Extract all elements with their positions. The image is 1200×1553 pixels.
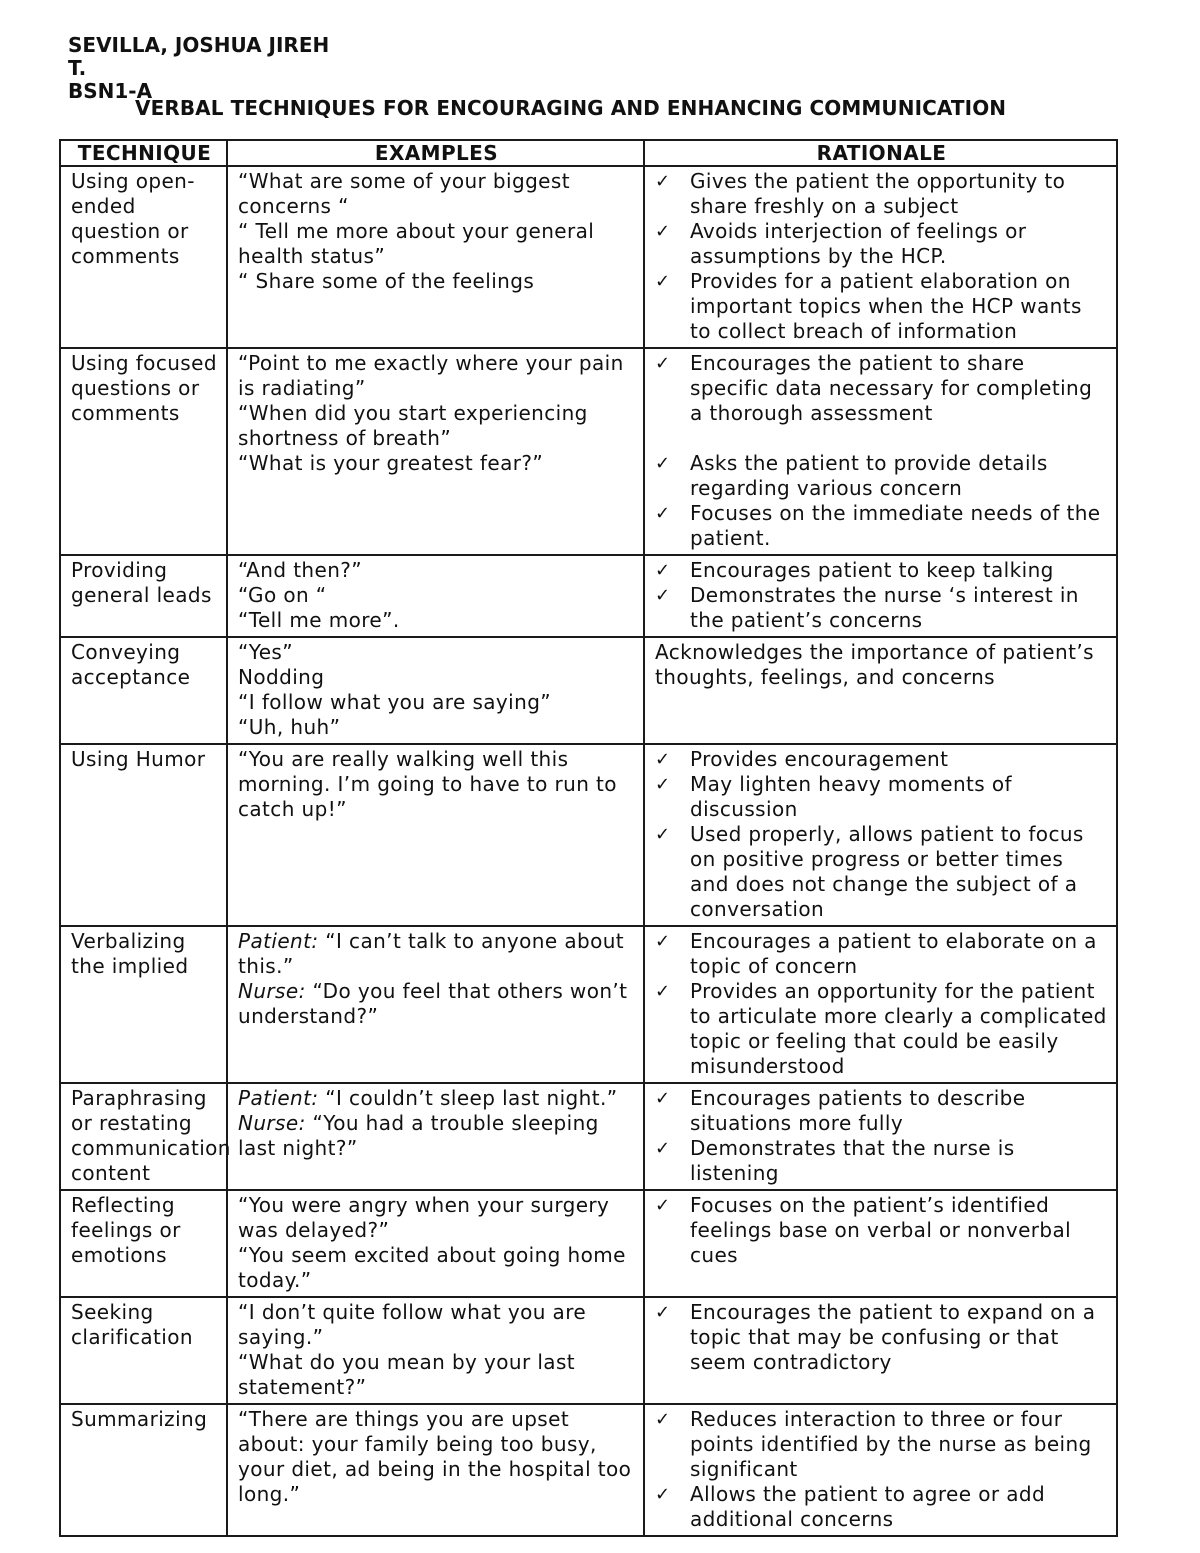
examples-cell: [227, 637, 644, 744]
rationale-cell: [644, 1404, 1117, 1536]
rationale-list: [655, 558, 1108, 633]
rationale-cell: [644, 1190, 1117, 1297]
technique-cell: Summarizing: [60, 1404, 227, 1536]
table-row: [60, 1190, 1117, 1297]
example-line: [238, 1111, 635, 1161]
example-line: [238, 690, 635, 715]
rationale-list: [655, 1407, 1108, 1532]
rationale-item: [655, 1407, 1108, 1482]
technique-cell: Conveying acceptance: [60, 637, 227, 744]
rationale-text: Encourages the patient to expand on a topic that may be confusing or that seem contradictory: [690, 1300, 1096, 1374]
speaker-label: Nurse:: [238, 979, 306, 1003]
checkmark-icon: ✓: [655, 981, 671, 1002]
rationale-text: Allows the patient to agree or add additional concerns: [690, 1482, 1046, 1531]
example-line: [238, 401, 635, 451]
checkmark-icon: ✓: [655, 171, 671, 192]
example-line: [238, 451, 635, 476]
table-row: [60, 166, 1117, 348]
example-text: “I follow what you are saying”: [238, 690, 552, 714]
example-line: [238, 608, 635, 633]
examples-cell: [227, 166, 644, 348]
rationale-text: Reduces interaction to three or four points identified by the nurse as being significant: [690, 1407, 1092, 1481]
example-text: “Yes”: [238, 640, 294, 664]
rationale-list: [655, 351, 1108, 551]
technique-cell: Seeking clarification: [60, 1297, 227, 1404]
rationale-text: Asks the patient to provide details regarding various concern: [690, 451, 1048, 500]
checkmark-icon: ✓: [655, 453, 671, 474]
rationale-text: Avoids interjection of feelings or assumptions by the HCP.: [690, 219, 1027, 268]
checkmark-icon: ✓: [655, 931, 671, 952]
table-row: [60, 1297, 1117, 1404]
checkmark-icon: ✓: [655, 1138, 671, 1159]
example-line: [238, 1193, 635, 1243]
example-line: [238, 169, 635, 219]
checkmark-icon: ✓: [655, 1302, 671, 1323]
checkmark-icon: ✓: [655, 221, 671, 242]
technique-cell: Using focused questions or comments: [60, 348, 227, 555]
rationale-item: [655, 822, 1108, 922]
rationale-cell: [644, 926, 1117, 1083]
example-line: [238, 1086, 635, 1111]
rationale-text: May lighten heavy moments of discussion: [690, 772, 1012, 821]
example-line: [238, 979, 635, 1029]
example-text: “And then?”: [238, 558, 363, 582]
example-line: [238, 1243, 635, 1293]
example-text: “There are things you are upset about: your family being too busy, your diet, ad being in the hospital too long.”: [238, 1407, 632, 1506]
example-text: “Point to me exactly where your pain is radiating”: [238, 351, 624, 400]
examples-cell: [227, 744, 644, 926]
checkmark-icon: ✓: [655, 749, 671, 770]
rationale-item: [655, 558, 1108, 583]
rationale-text: Acknowledges the importance of patient’s thoughts, feelings, and concerns: [655, 640, 1094, 689]
checkmark-icon: ✓: [655, 1409, 671, 1430]
student-name-initial: T.: [68, 56, 87, 80]
rationale-list: [655, 169, 1108, 344]
examples-cell: [227, 555, 644, 637]
student-section: BSN1-A: [68, 79, 153, 103]
rationale-item: [655, 929, 1108, 979]
rationale-text: Provides an opportunity for the patient to articulate more clearly a complicated topic or feeling that could be easily misunderstood: [690, 979, 1107, 1078]
student-name: SEVILLA, JOSHUA JIREH: [68, 33, 330, 57]
examples-cell: [227, 1404, 644, 1536]
example-line: [238, 640, 635, 665]
example-line: [238, 747, 635, 822]
rationale-item: [655, 169, 1108, 219]
technique-cell: Using open-ended question or comments: [60, 166, 227, 348]
technique-cell: Providing general leads: [60, 555, 227, 637]
speaker-label: Patient:: [238, 929, 319, 953]
example-text: Nodding: [238, 665, 325, 689]
technique-cell: Reflecting feelings or emotions: [60, 1190, 227, 1297]
example-line: [238, 665, 635, 690]
checkmark-icon: ✓: [655, 353, 671, 374]
rationale-text: Provides encouragement: [690, 747, 949, 771]
rationale-list: [655, 1300, 1108, 1375]
example-line: [238, 351, 635, 401]
example-line: [238, 1300, 635, 1350]
table-row: [60, 1404, 1117, 1536]
checkmark-icon: ✓: [655, 503, 671, 524]
technique-cell: Paraphrasing or restating communication content: [60, 1083, 227, 1190]
rationale-item: [655, 1482, 1108, 1532]
rationale-cell: [644, 1297, 1117, 1404]
examples-cell: [227, 348, 644, 555]
example-line: [238, 219, 635, 269]
rationale-text: Gives the patient the opportunity to share freshly on a subject: [690, 169, 1066, 218]
rationale-text: Provides for a patient elaboration on important topics when the HCP wants to collect breach of information: [690, 269, 1082, 343]
examples-cell: [227, 926, 644, 1083]
rationale-cell: [644, 1083, 1117, 1190]
example-line: [238, 1407, 635, 1507]
examples-cell: [227, 1083, 644, 1190]
checkmark-icon: ✓: [655, 560, 671, 581]
techniques-table: [59, 139, 1118, 1537]
column-header-examples: EXAMPLES: [227, 140, 644, 166]
rationale-item: [655, 747, 1108, 772]
rationale-item: [655, 269, 1108, 344]
rationale-text: Encourages patients to describe situations more fully: [690, 1086, 1026, 1135]
example-text: “What are some of your biggest concerns “: [238, 169, 570, 218]
table-body: [60, 166, 1117, 1536]
rationale-list: [655, 1193, 1108, 1268]
rationale-text: Used properly, allows patient to focus on positive progress or better times and does not change the subject of a conversation: [690, 822, 1084, 921]
example-text: “When did you start experiencing shortness of breath”: [238, 401, 588, 450]
example-line: [238, 558, 635, 583]
rationale-cell: [644, 166, 1117, 348]
example-text: “Tell me more”.: [238, 608, 400, 632]
example-line: [238, 269, 635, 294]
rationale-text: Demonstrates that the nurse is listening: [690, 1136, 1015, 1185]
rationale-list: [655, 1086, 1108, 1186]
rationale-item: [655, 979, 1108, 1079]
table-row: [60, 555, 1117, 637]
page-title: VERBAL TECHNIQUES FOR ENCOURAGING AND ENHANCING COMMUNICATION: [135, 96, 1007, 120]
checkmark-icon: ✓: [655, 271, 671, 292]
example-text: “Go on “: [238, 583, 327, 607]
example-text: “ Tell me more about your general health status”: [238, 219, 595, 268]
rationale-text: Encourages patient to keep talking: [690, 558, 1054, 582]
table-header-row: [60, 140, 1117, 166]
example-text: “Uh, huh”: [238, 715, 341, 739]
rationale-cell: [644, 744, 1117, 926]
example-text: “I couldn’t sleep last night.”: [318, 1086, 618, 1110]
rationale-item: [655, 219, 1108, 269]
example-line: [238, 583, 635, 608]
example-text: “You had a trouble sleeping last night?”: [238, 1111, 599, 1160]
table-row: [60, 926, 1117, 1083]
checkmark-icon: ✓: [655, 1195, 671, 1216]
example-line: [238, 715, 635, 740]
rationale-cell: [644, 348, 1117, 555]
rationale-item: [655, 1136, 1108, 1186]
example-text: “Do you feel that others won’t understand?”: [238, 979, 628, 1028]
document-header: [68, 34, 329, 103]
checkmark-icon: ✓: [655, 1088, 671, 1109]
table-row: [60, 744, 1117, 926]
rationale-item: [655, 1086, 1108, 1136]
rationale-list: [655, 929, 1108, 1079]
rationale-item: [655, 1193, 1108, 1268]
checkmark-icon: ✓: [655, 585, 671, 606]
speaker-label: Nurse:: [238, 1111, 306, 1135]
table-row: [60, 637, 1117, 744]
example-line: [238, 929, 635, 979]
example-text: “You are really walking well this morning. I’m going to have to run to catch up!”: [238, 747, 617, 821]
example-text: “What do you mean by your last statement?”: [238, 1350, 576, 1399]
rationale-item: [655, 772, 1108, 822]
speaker-label: Patient:: [238, 1086, 319, 1110]
technique-cell: Using Humor: [60, 744, 227, 926]
rationale-cell: [644, 555, 1117, 637]
rationale-text: Focuses on the patient’s identified feelings base on verbal or nonverbal cues: [690, 1193, 1072, 1267]
example-text: “You were angry when your surgery was delayed?”: [238, 1193, 610, 1242]
example-text: “ Share some of the feelings: [238, 269, 535, 293]
rationale-item: [655, 351, 1108, 426]
rationale-text: Focuses on the immediate needs of the patient.: [690, 501, 1101, 550]
rationale-text: Encourages the patient to share specific data necessary for completing a thorough assessment: [690, 351, 1093, 425]
rationale-item: [655, 451, 1108, 501]
example-text: “What is your greatest fear?”: [238, 451, 544, 475]
column-header-technique: TECHNIQUE: [60, 140, 227, 166]
rationale-text: Demonstrates the nurse ‘s interest in the patient’s concerns: [690, 583, 1079, 632]
column-header-rationale: RATIONALE: [644, 140, 1117, 166]
examples-cell: [227, 1297, 644, 1404]
checkmark-icon: ✓: [655, 1484, 671, 1505]
checkmark-icon: ✓: [655, 824, 671, 845]
rationale-cell: [644, 637, 1117, 744]
example-text: “You seem excited about going home today.”: [238, 1243, 626, 1292]
examples-cell: [227, 1190, 644, 1297]
table-row: [60, 1083, 1117, 1190]
rationale-item: [655, 1300, 1108, 1375]
example-line: [238, 1350, 635, 1400]
technique-cell: Verbalizing the implied: [60, 926, 227, 1083]
checkmark-icon: ✓: [655, 774, 671, 795]
table-row: [60, 348, 1117, 555]
rationale-item: [655, 501, 1108, 551]
rationale-text: Encourages a patient to elaborate on a topic of concern: [690, 929, 1097, 978]
rationale-list: [655, 747, 1108, 922]
rationale-item: [655, 583, 1108, 633]
example-text: “I don’t quite follow what you are saying.”: [238, 1300, 587, 1349]
example-text: “I can’t talk to anyone about this.”: [238, 929, 625, 978]
